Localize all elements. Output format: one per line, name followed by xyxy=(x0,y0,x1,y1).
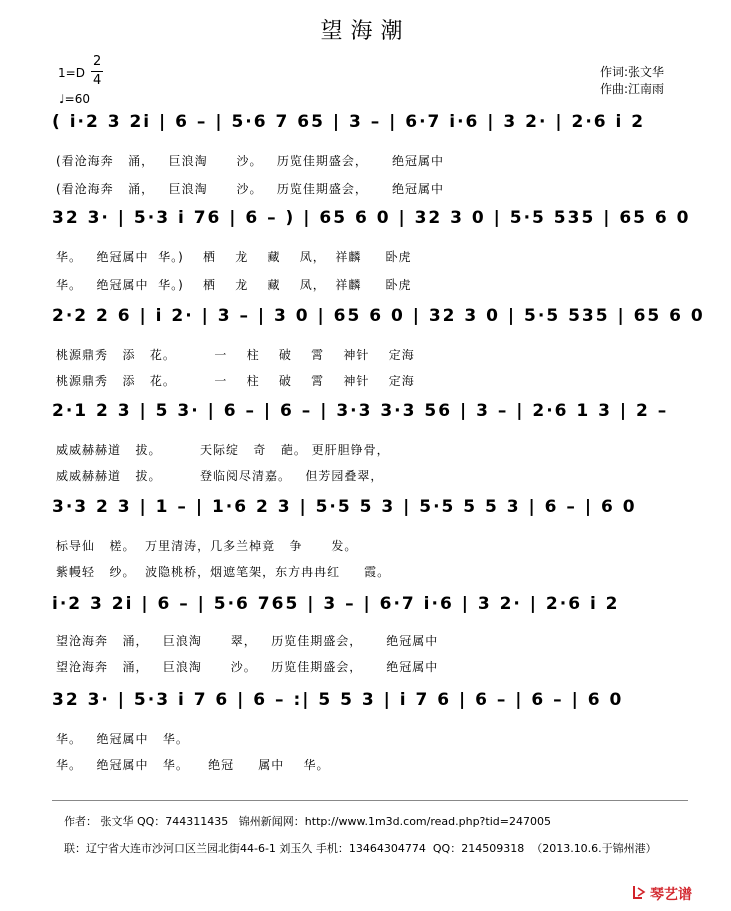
lyric-verse-1: 威威赫赫道 拔。 天际绽 奇 葩。 更肝胆铮骨， xyxy=(56,443,390,457)
lyric-verse-1: 华。 绝冠属中 华。) 栖 龙 藏 凤， 祥麟 卧虎 xyxy=(56,250,412,264)
time-signature-line xyxy=(91,71,103,72)
lyric-verse-2: 华。 绝冠属中 华。) 栖 龙 藏 凤， 祥麟 卧虎 xyxy=(56,278,412,292)
lyric-verse-2: (看沧海奔 涌， 巨浪淘 沙。 历览佳期盛会， 绝冠属中 xyxy=(56,182,444,196)
lyric-verse-1: 标导仙 槎。 万里清涛，几多兰棹竟 争 发。 xyxy=(56,539,358,553)
footer-divider xyxy=(52,800,688,801)
time-signature-bottom: 4 xyxy=(93,73,102,88)
tempo-marking: ♩=60 xyxy=(59,92,90,106)
notation-line xyxy=(52,401,712,425)
notation-line xyxy=(52,306,712,330)
notation-line xyxy=(52,208,712,232)
notation-line xyxy=(52,112,712,136)
notation-text: 32 3· | 5·3 i 7 6 | 6 – :| 5 5 3 | i 7 6 | 6 – | 6 – | 6 0 xyxy=(52,690,624,710)
lyric-verse-2: 紫幔轻 纱。 波隐桃桥，烟遮笔架，东方冉冉红 霞。 xyxy=(56,565,391,579)
notation-text: 2·2 2 6 | i 2· | 3 – | 3 0 | 65 6 0 | 32 3 0 | 5·5 535 | 65 6 0 xyxy=(52,306,705,326)
author-info: 作者： 张文华 QQ：744311435 锦州新闻网：http://www.1m3d.com/read.php?tid=247005 xyxy=(64,815,551,828)
time-signature-top: 2 xyxy=(93,54,102,69)
lyric-verse-2: 威威赫赫道 拔。 登临阅尽清嘉。 但芳园叠翠， xyxy=(56,469,384,483)
notation-line xyxy=(52,690,712,714)
lyric-verse-1: 桃源鼎秀 添 花。 一 柱 破 霄 神针 定海 xyxy=(56,348,415,362)
notation-line xyxy=(52,497,712,521)
site-logo: 琴艺谱 xyxy=(650,887,692,903)
notation-text: ( i·2 3 2i | 6 – | 5·6 7 65 | 3 – | 6·7 i·6 | 3 2· | 2·6 i 2 xyxy=(52,112,646,132)
lyric-verse-2: 桃源鼎秀 添 花。 一 柱 破 霄 神针 定海 xyxy=(56,374,415,388)
notation-text: 32 3· | 5·3 i 76 | 6 – ) | 65 6 0 | 32 3 0 | 5·5 535 | 65 6 0 xyxy=(52,208,691,228)
notation-text: 2·1 2 3 | 5 3· | 6 – | 6 – | 3·3 3·3 56 | 3 – | 2·6 1 3 | 2 – xyxy=(52,401,669,421)
lyric-verse-1: 望沧海奔 涌， 巨浪淘 翠， 历览佳期盛会， 绝冠属中 xyxy=(56,634,439,648)
notation-text: i·2 3 2i | 6 – | 5·6 765 | 3 – | 6·7 i·6 | 3 2· | 2·6 i 2 xyxy=(52,594,620,614)
lyric-verse-1: 华。 绝冠属中 华。 xyxy=(56,732,189,746)
song-title: 望海潮 xyxy=(320,19,411,44)
composer-credit: 作曲:江南雨 xyxy=(600,82,665,96)
notation-text: 3·3 2 3 | 1 – | 1·6 2 3 | 5·5 5 3 | 5·5 5 5 3 | 6 – | 6 0 xyxy=(52,497,637,517)
lyric-verse-1: (看沧海奔 涌， 巨浪淘 沙。 历览佳期盛会， 绝冠属中 xyxy=(56,154,444,168)
lyric-verse-2: 华。 绝冠属中 华。 绝冠 属中 华。 xyxy=(56,758,330,772)
contact-info: 联：辽宁省大连市沙河口区兰园北街44-6-1 刘玉久 手机：13464304774 QQ：214509318 （2013.10.6.于锦州港） xyxy=(64,842,657,855)
lyricist-credit: 作词:张文华 xyxy=(600,65,665,79)
logo-icon xyxy=(632,884,648,900)
lyric-verse-2: 望沧海奔 涌， 巨浪淘 沙。 历览佳期盛会， 绝冠属中 xyxy=(56,660,439,674)
key-signature: 1=D xyxy=(58,66,85,80)
notation-line xyxy=(52,594,712,618)
